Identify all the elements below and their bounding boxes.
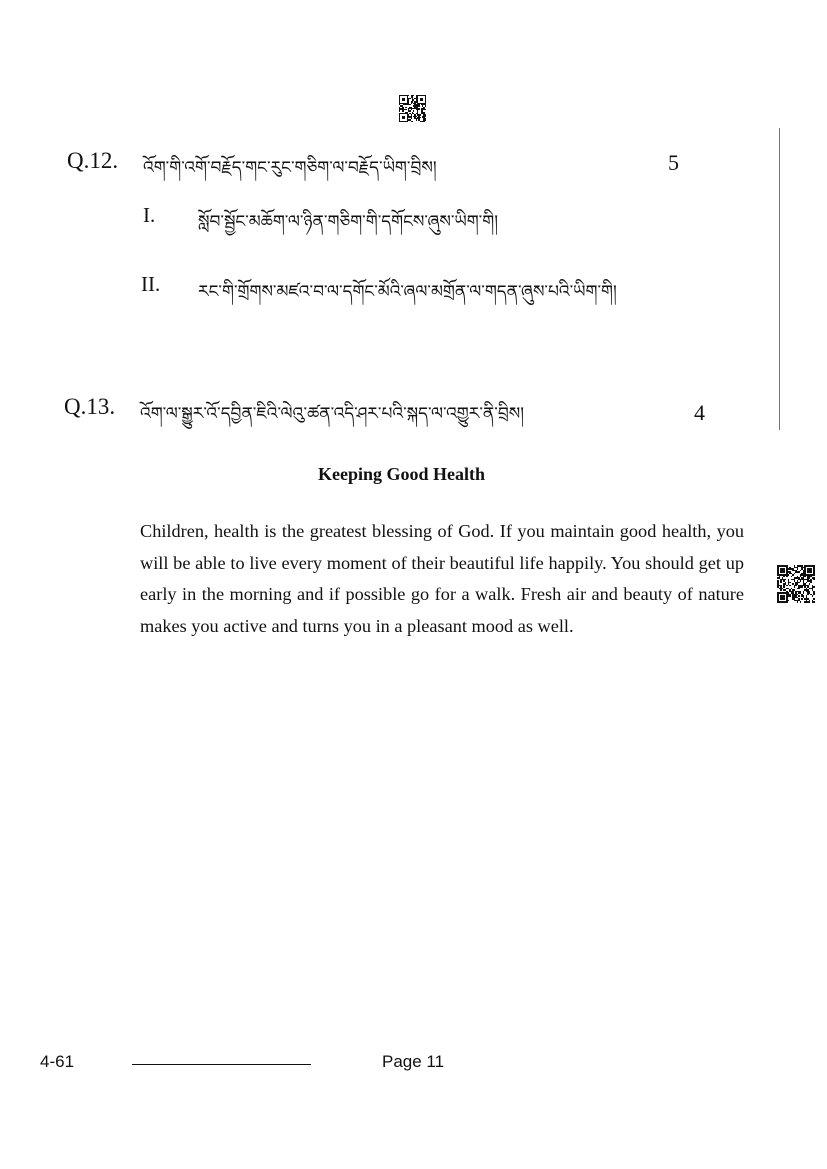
footer-divider <box>132 1064 311 1065</box>
footer-code: 4-61 <box>40 1052 75 1071</box>
option-text: རང་གི་གྲོགས་མཛའ་བ་ལ་དགོང་མོའི་ཞལ་མགྲོན་ལ་གདན་ཞུས་པའི་ཡིག་གི། <box>198 282 617 301</box>
margin-line <box>779 128 780 430</box>
page-number: Page 11 <box>382 1052 445 1071</box>
option-text: སློབ་སྦྱོང་མཆོག་ལ་ཉིན་གཅིག་གི་དགོངས་ཞུས་ཡིག་གི། <box>198 212 498 231</box>
question-text: འོག་གི་འགོ་བརྗོད་གང་རུང་གཅིག་ལ་བརྗོད་ཡིག་བྲིས། <box>143 158 437 177</box>
question-text: འོག་ལ་སྒྱུར་འོ་དབྱིན་ཇིའི་ལེའུ་ཚན་འདི་ཤར་པའི་སྐད་ལ་འགྱུར་ནི་བྲིས། <box>140 404 524 423</box>
option-label: I. <box>143 203 156 227</box>
question-marks: 4 <box>694 400 705 425</box>
passage-title: Keeping Good Health <box>317 464 485 484</box>
question-number: Q.12. <box>67 148 119 173</box>
qr-code-top <box>399 95 426 122</box>
question-marks: 5 <box>668 150 679 175</box>
qr-code-right <box>777 565 815 603</box>
passage-body: Children, health is the greatest blessing of God. If you maintain good health, you will be able to live every moment of their beautiful life happily. You should get up early in the morning and if possible go for a walk. Fresh air and beauty of nature makes you active and turns you in a pleasant mood as well. <box>140 521 744 636</box>
question-number: Q.13. <box>64 394 116 419</box>
option-label: II. <box>141 272 161 296</box>
